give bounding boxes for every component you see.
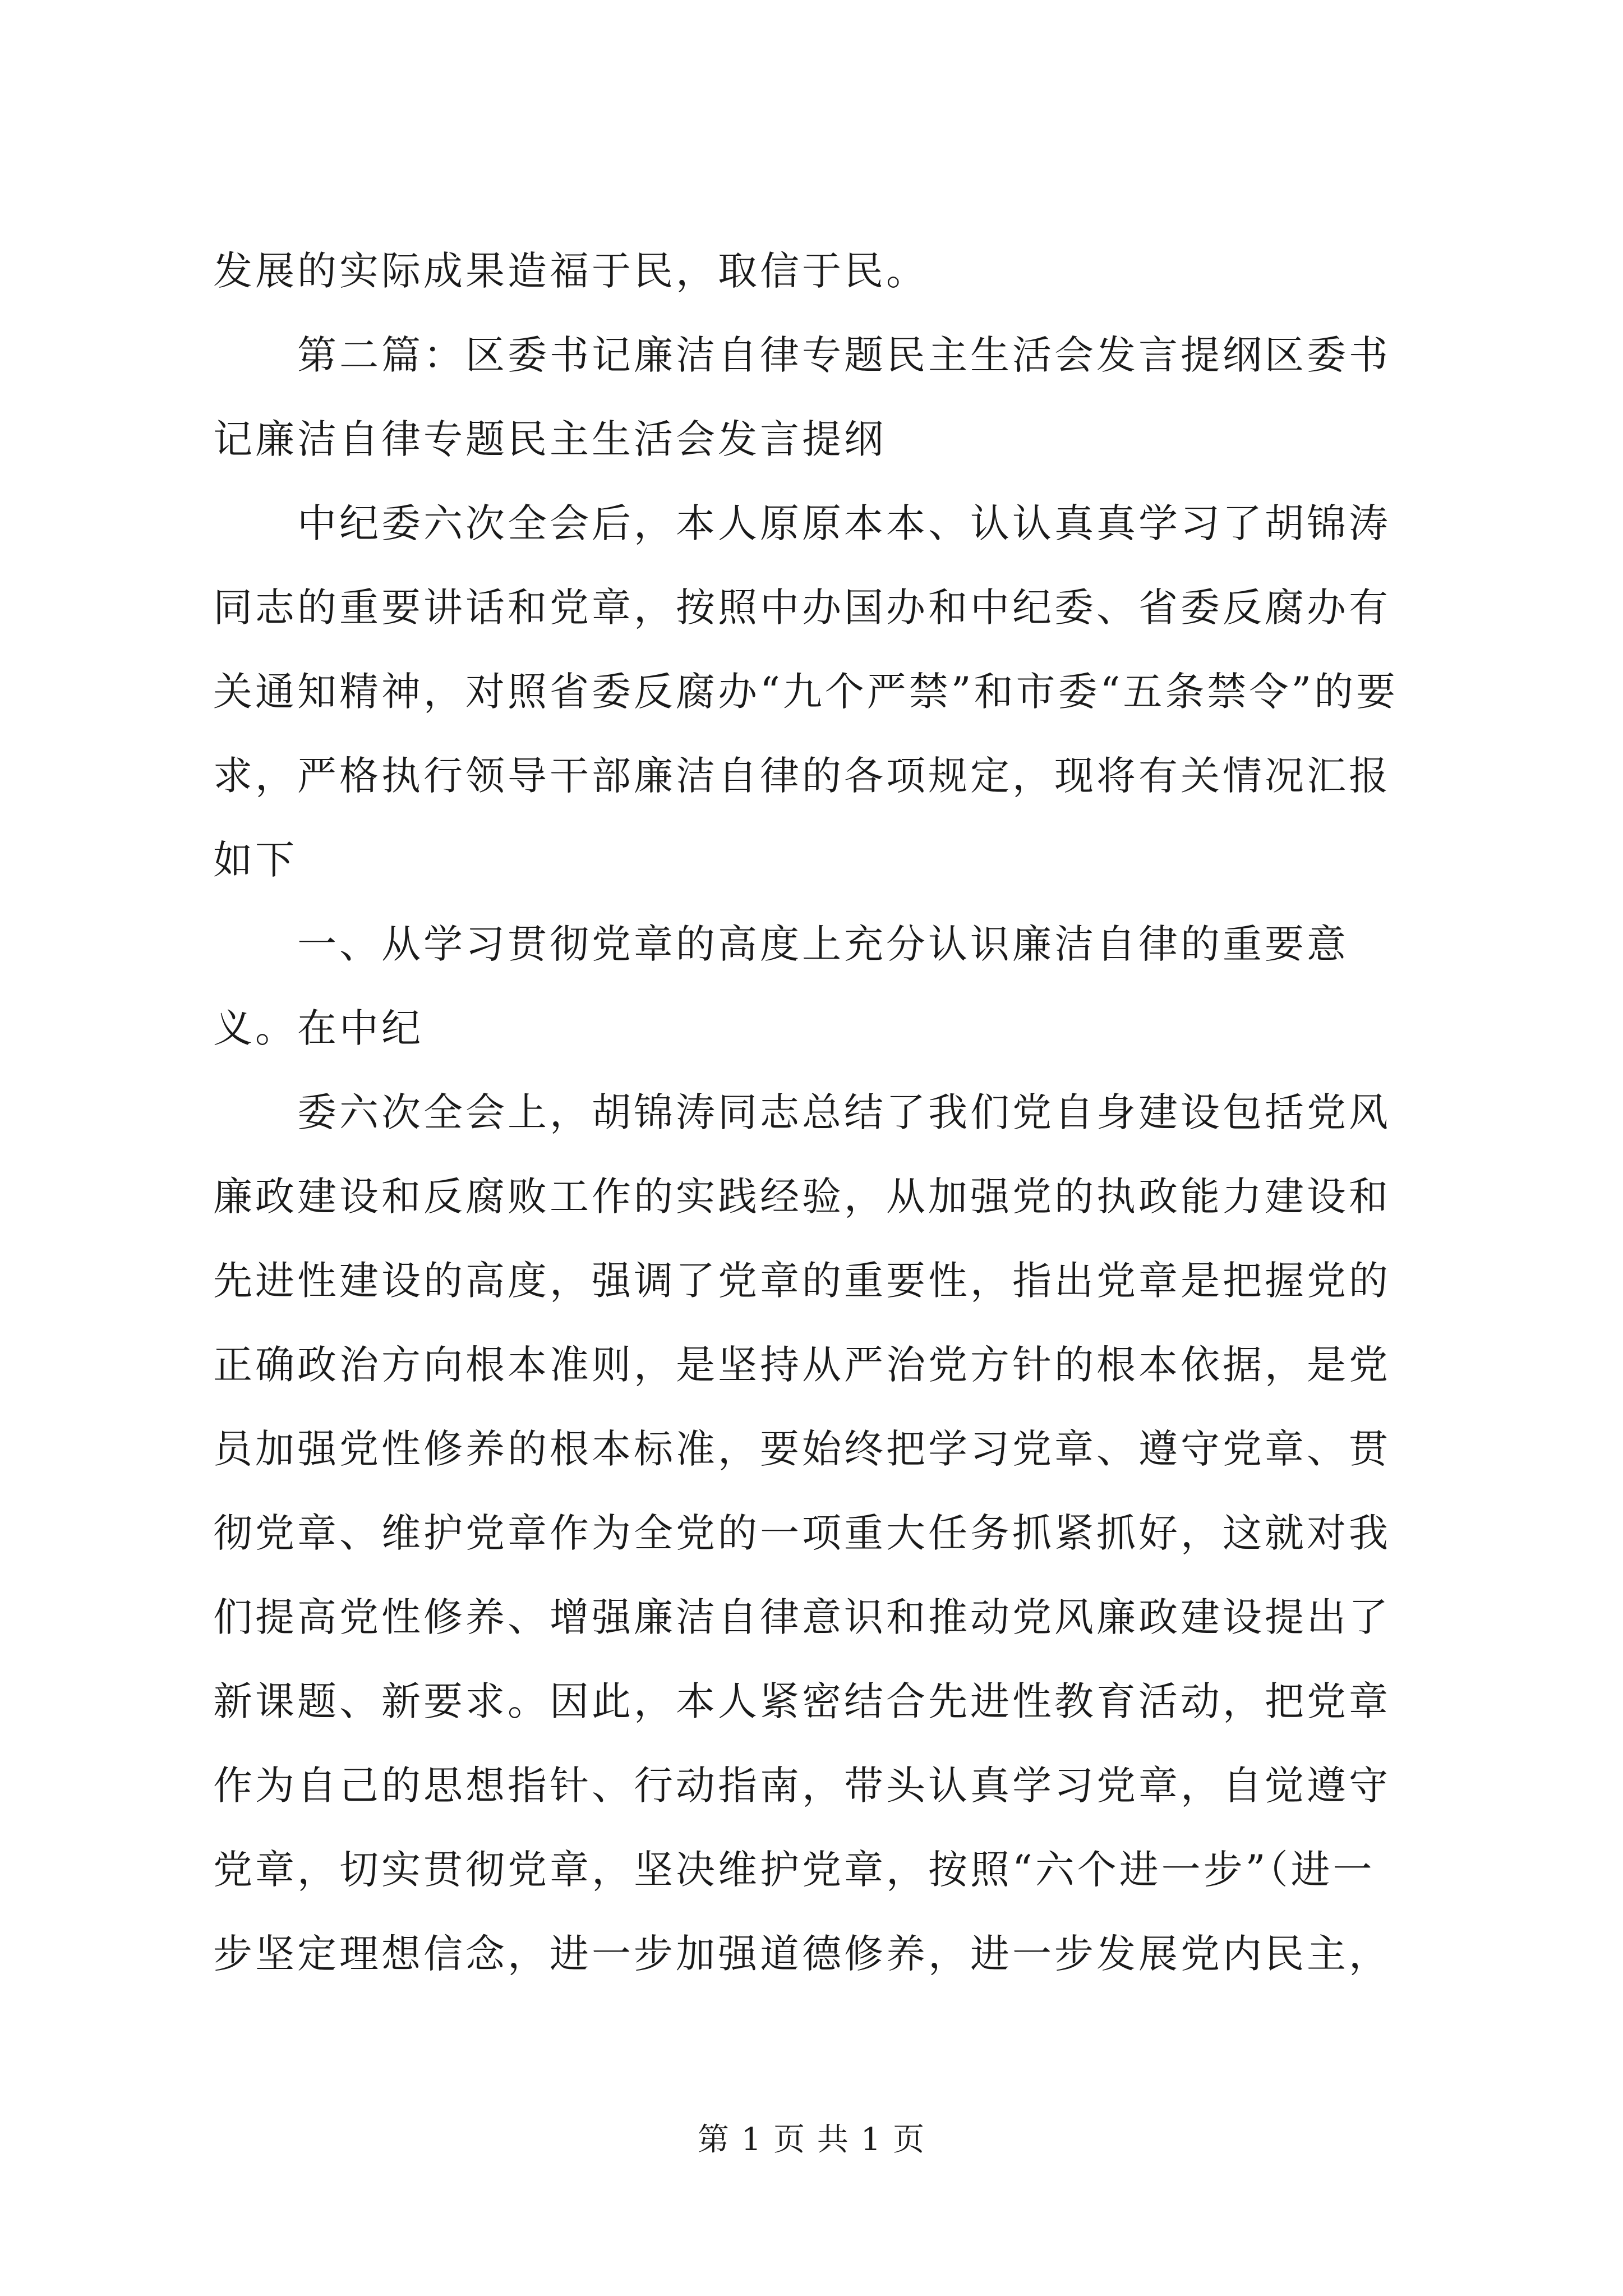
paragraph-intro: 中纪委六次全会后，本人原原本本、认认真真学习了胡锦涛同志的重要讲话和党章，按照中办国办和中纪委、省委反腐办有关通知精神，对照省委反腐办“九个严禁”和市委“五条禁令”的要求，严格执行领导干部廉洁自律的各项规定，现将有关情况汇报如下 <box>213 500 1399 883</box>
paragraph-continuation: 发展的实际成果造福于民，取信于民。 <box>213 248 928 294</box>
paragraph-body: 委六次全会上，胡锦涛同志总结了我们党自身建设包括党风廉政建设和反腐败工作的实践经验，从加强党的执政能力建设和先进性建设的高度，强调了党章的重要性，指出党章是把握党的正确政治方向根本准则，是坚持从严治党方针的根本依据，是党员加强党性修养的根本标准，要始终把学习党章、遵守党章、贯彻党章、维护党章作为全党的一项重大任务抓紧抓好，这就对我们提高党性修养、增强廉洁自律意识和推动党风廉政建设提出了新课题、新要求。因此，本人紧密结合先进性教育活动，把党章作为自己的思想指针、行动指南，带头认真学习党章，自觉遵守党章，切实贯彻党章，坚决维护党章，按照“六个进一步”（进一步坚定理想信念，进一步加强道德修养，进一步发展党内民主， <box>213 1089 1391 1977</box>
document-body <box>213 229 1413 1996</box>
section-heading: 第二篇：区委书记廉洁自律专题民主生活会发言提纲区委书记廉洁自律专题民主生活会发言提纲 <box>213 332 1391 462</box>
page-number-footer: 第 1 页 共 1 页 <box>697 2122 926 2158</box>
subsection-heading: 一、从学习贯彻党章的高度上充分认识廉洁自律的重要意义。在中纪 <box>213 921 1349 1051</box>
